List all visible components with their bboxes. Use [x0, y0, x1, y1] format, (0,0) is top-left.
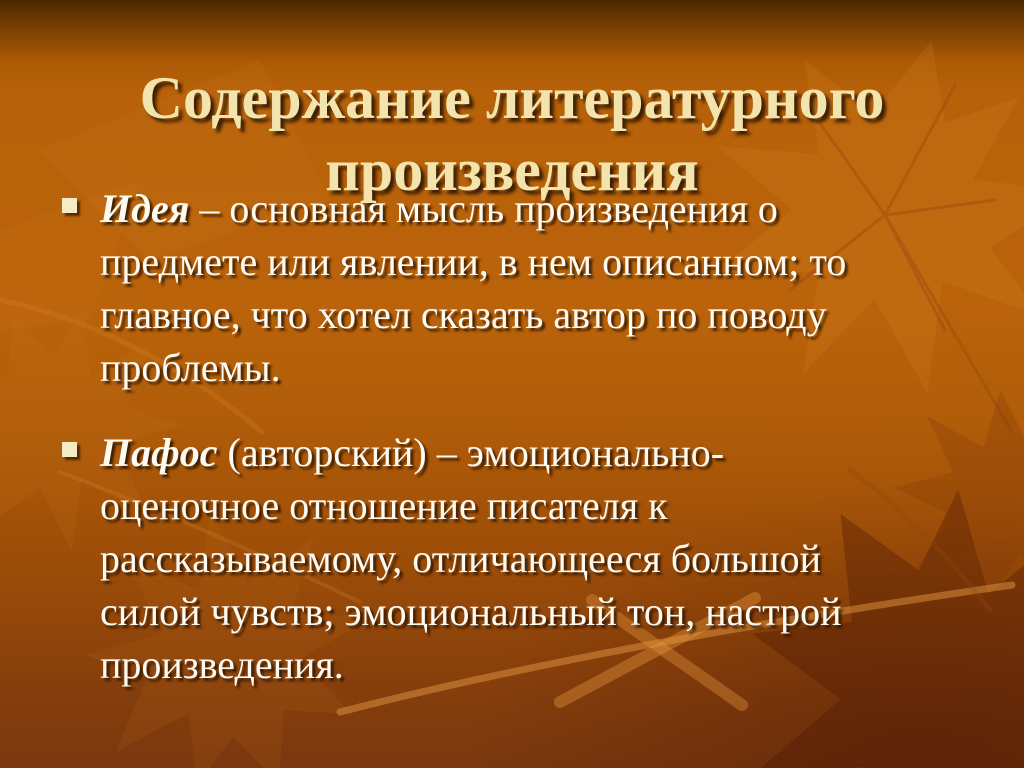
- bullet-item: [60, 426, 976, 691]
- slide-title: Содержание литературного произведения: [139, 65, 885, 204]
- bullet-list: [60, 182, 976, 691]
- slide-body: [60, 182, 976, 691]
- bullet-square-icon: [62, 442, 77, 457]
- term-lead: Идея: [100, 186, 190, 231]
- bullet-item: [60, 182, 976, 394]
- bullet-square-icon: [62, 198, 77, 213]
- bullet-text: – основная мысль произведения о предмете или явлении, в нем описанном; то главное, что хотел сказать автор по поводу проблемы.: [100, 186, 847, 390]
- bullet-text: (авторский) – эмоционально- оценочное отношение писателя к рассказываемому, отличающееся большой силой чувств; эмоциональный тон, настрой произведения.: [100, 430, 842, 687]
- term-lead: Пафос: [100, 430, 218, 475]
